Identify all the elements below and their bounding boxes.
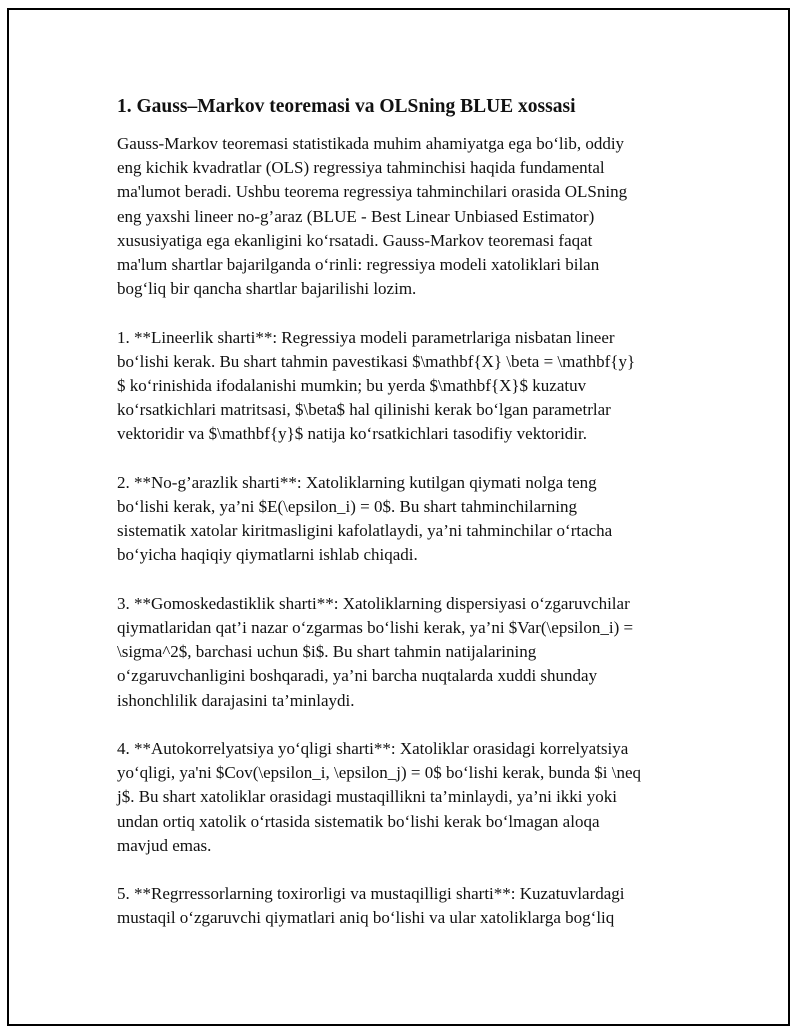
condition-4-paragraph xyxy=(117,737,717,858)
text-line: 4. **Autokorrelyatsiya yo‘qligi sharti**: Xatoliklar orasidagi korrelyatsiya xyxy=(117,739,629,759)
intro-paragraph xyxy=(117,132,717,301)
text-line: $ ko‘rinishida ifodalanishi mumkin; bu yerda $\mathbf{X}$ kuzatuv xyxy=(117,376,587,396)
condition-1-paragraph xyxy=(117,326,717,447)
text-line: bo‘yicha haqiqiy qiymatlarni ishlab chiqadi. xyxy=(117,545,418,565)
text-line: ko‘rsatkichlari matritsasi, $\beta$ hal qilinishi kerak bo‘lgan parametrlar xyxy=(117,400,611,420)
text-line: yo‘qligi, ya'ni $Cov(\epsilon_i, \epsilon_j) = 0$ bo‘lishi kerak, bunda $i \neq xyxy=(117,763,642,783)
paragraph-list xyxy=(117,132,717,931)
text-line: ma'lumot beradi. Ushbu teorema regressiya tahminchilari orasida OLSning xyxy=(117,182,628,202)
text-line: bo‘lishi kerak. Bu shart tahmin pavestikasi $\mathbf{X} \beta = \mathbf{y} xyxy=(117,351,636,371)
section-heading: 1. Gauss–Markov teoremasi va OLSning BLUE xossasi xyxy=(117,96,576,117)
text-line: mustaqil o‘zgaruvchi qiymatlari aniq bo‘lishi va ular xatoliklarga bog‘liq xyxy=(117,908,615,928)
text-line: 2. **No-g’arazlik sharti**: Xatoliklarning kutilgan qiymati nolga teng xyxy=(117,472,597,492)
text-line: qiymatlaridan qat’i nazar o‘zgarmas bo‘lishi kerak, ya’ni $Var(\epsilon_i) = xyxy=(117,618,634,638)
text-line: ma'lum shartlar bajarilganda o‘rinli: regressiya modeli xatoliklari bilan xyxy=(117,255,600,275)
condition-3-paragraph xyxy=(117,592,717,713)
text-line: vektoridir va $\mathbf{y}$ natija ko‘rsatkichlari tasodifiy vektoridir. xyxy=(117,424,588,444)
text-line: mavjud emas. xyxy=(117,835,212,855)
text-line: 3. **Gomoskedastiklik sharti**: Xatoliklarning dispersiyasi o‘zgaruvchilar xyxy=(117,593,630,613)
text-line: undan ortiq xatolik o‘rtasida sistematik bo‘lishi kerak bo‘lmagan aloqa xyxy=(117,811,600,831)
text-line: ishonchlilik darajasini ta’minlaydi. xyxy=(117,690,355,710)
condition-5-paragraph xyxy=(117,882,717,930)
text-line: eng yaxshi lineer no-g’araz (BLUE - Best Linear Unbiased Estimator) xyxy=(117,206,595,226)
document-body xyxy=(117,94,717,955)
text-line: j$. Bu shart xatoliklar orasidagi mustaqillikni ta’minlaydi, ya’ni ikki yoki xyxy=(117,787,618,807)
text-line: o‘zgaruvchanligini boshqaradi, ya’ni barcha nuqtalarda xuddi shunday xyxy=(117,666,598,686)
text-line: xususiyatiga ega ekanligini ko‘rsatadi. Gauss-Markov teoremasi faqat xyxy=(117,230,593,250)
text-line: bo‘lishi kerak, ya’ni $E(\epsilon_i) = 0$. Bu shart tahminchilarning xyxy=(117,497,577,517)
text-line: eng kichik kvadratlar (OLS) regressiya tahminchisi haqida fundamental xyxy=(117,158,605,178)
condition-2-paragraph xyxy=(117,471,717,568)
text-line: sistematik xatolar kiritmasligini kafolatlaydi, ya’ni tahminchilar o‘rtacha xyxy=(117,521,613,541)
text-line: \sigma^2$, barchasi uchun $i$. Bu shart tahmin natijalarining xyxy=(117,642,537,662)
text-line: 1. **Lineerlik sharti**: Regressiya modeli parametrlariga nisbatan lineer xyxy=(117,327,615,347)
text-line: 5. **Regrressorlarning toxirorligi va mustaqilligi sharti**: Kuzatuvlardagi xyxy=(117,884,625,904)
text-line: bog‘liq bir qancha shartlar bajarilishi lozim. xyxy=(117,279,417,299)
text-line: Gauss-Markov teoremasi statistikada muhim ahamiyatga ega bo‘lib, oddiy xyxy=(117,134,625,153)
